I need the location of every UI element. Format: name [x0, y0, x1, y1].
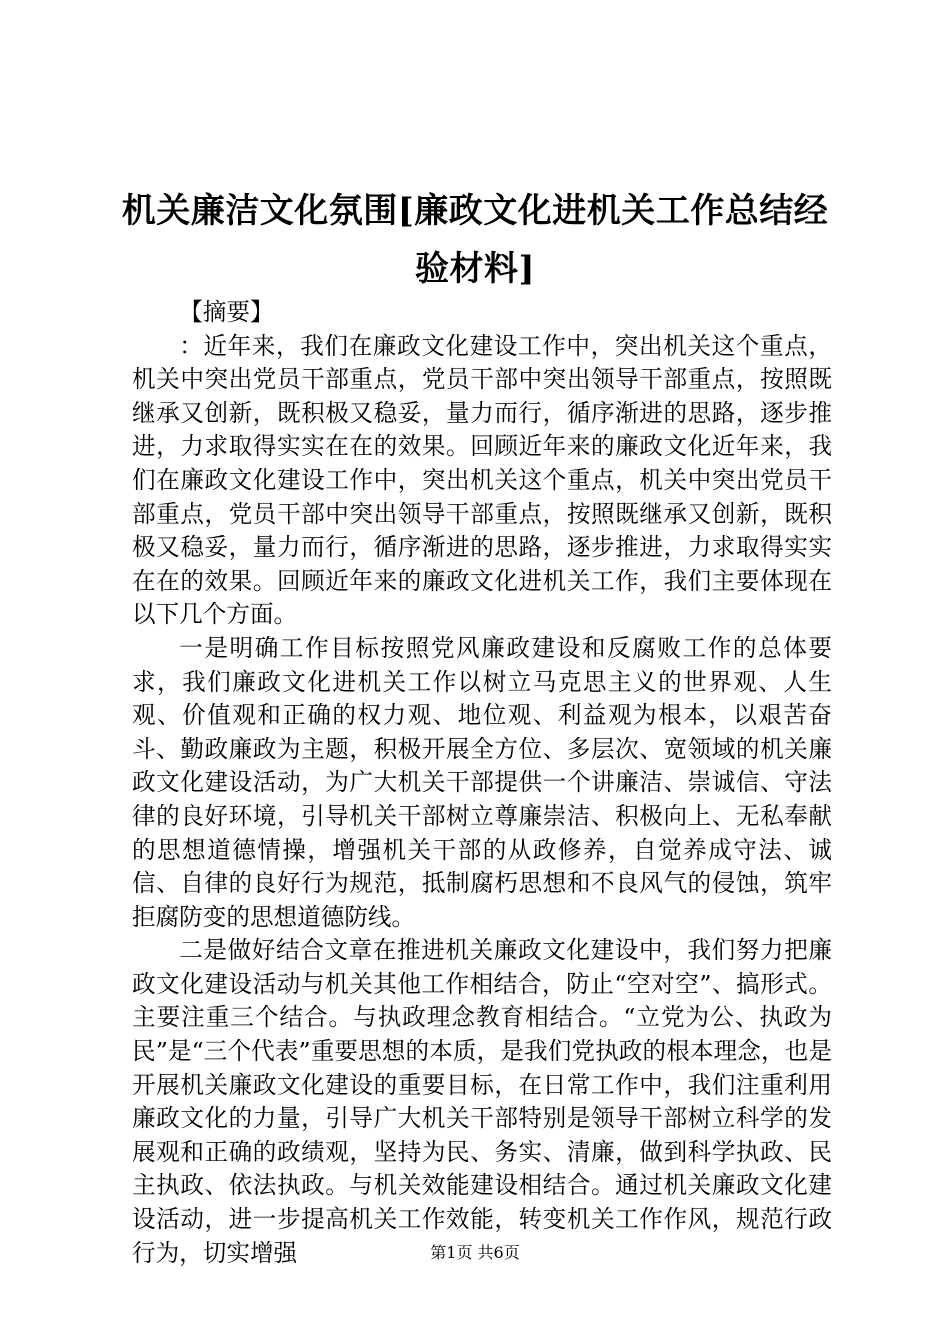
paragraph-one: 一是明确工作目标按照党风廉政建设和反腐败工作的总体要求，我们廉政文化进机关工作以树立马克思主义的世界观、人生观、价值观和正确的权力观、地位观、利益观为根本，以艰苦奋斗、勤政廉政为主题，积极开展全方位、多层次、宽领域的机关廉政文化建设活动，为广大机关干部提供一个讲廉洁、崇诚信、守法律的良好环境，引导机关干部树立尊廉崇洁、积极向上、无私奉献的思想道德情操，增强机关干部的从政修养，自觉养成守法、诚信、自律的良好行为规范，抵制腐朽思想和不良风气的侵蚀，筑牢拒腐防变的思想道德防线。 — [132, 633, 832, 931]
paragraph-abstract: ：近年来，我们在廉政文化建设工作中，突出机关这个重点，机关中突出党员干部重点，党员干部中突出领导干部重点，按照既继承又创新，既积极又稳妥，量力而行，循序渐进的思路，逐步推进，力求取得实实在在的效果。回顾近年来的廉政文化近年来，我们在廉政文化建设工作中，突出机关这个重点，机关中突出党员干部重点，党员干部中突出领导干部重点，按照既继承又创新，既积极又稳妥，量力而行，循序渐进的思路，逐步推进，力求取得实实在在的效果。回顾近年来的廉政文化进机关工作，我们主要体现在以下几个方面。 — [132, 331, 832, 629]
page-footer: 第1页 共6页 — [430, 1243, 520, 1262]
abstract-heading: 【摘要】 — [179, 298, 274, 326]
document-title: 机关廉洁文化氛围[廉政文化进机关工作总结经验材料] — [121, 191, 829, 289]
document-body — [132, 296, 832, 1270]
paragraph-two: 二是做好结合文章在推进机关廉政文化建设中，我们努力把廉政文化建设活动与机关其他工作相结合，防止“空对空”、搞形式。主要注重三个结合。与执政理念教育相结合。“立党为公、执政为民”是“三个代表”重要思想的本质，是我们党执政的根本理念，也是开展机关廉政文化建设的重要目标，在日常工作中，我们注重利用廉政文化的力量，引导广大机关干部特别是领导干部树立科学的发展观和正确的政绩观，坚持为民、务实、清廉，做到科学执政、民主执政、依法执政。与机关效能建设相结合。通过机关廉政文化建设活动，进一步提高机关工作效能，转变机关工作作风，规范行政行为，切实增强 — [132, 936, 832, 1267]
